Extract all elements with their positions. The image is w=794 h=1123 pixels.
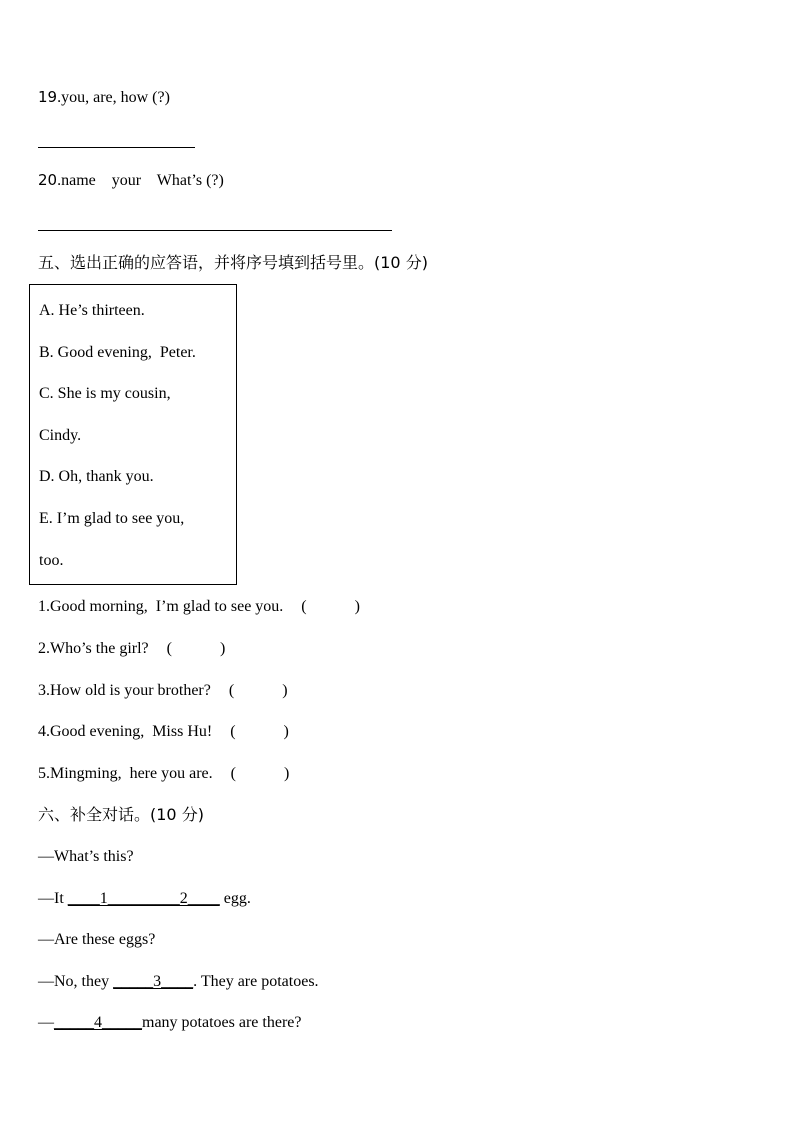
- answer-line-19: [38, 147, 195, 148]
- match-question-3: [38, 681, 288, 701]
- answer-parentheses[interactable]: ( ): [301, 598, 360, 615]
- question-19: [38, 87, 170, 108]
- section-5-title: 五、选出正确的应答语，并将序号填到括号里。(10 分): [38, 253, 428, 272]
- question-text: 1.Good morning, I’m glad to see you.: [38, 598, 284, 615]
- option-e: E. I’m glad to see you,: [39, 510, 185, 527]
- options-box: [29, 284, 237, 585]
- option-c: C. She is my cousin,: [39, 385, 171, 402]
- question-text: 2.Who’s the girl?: [38, 640, 149, 657]
- question-text: .name your What’s (?): [57, 172, 224, 189]
- answer-parentheses[interactable]: ( ): [230, 723, 289, 740]
- dialogue-line-2: [38, 889, 251, 909]
- dialogue-line-1: —What’s this?: [38, 848, 134, 865]
- question-text: 5.Mingming, here you are.: [38, 765, 213, 782]
- match-question-4: [38, 722, 289, 742]
- dialogue-line-4: [38, 972, 319, 992]
- answer-line-20: [38, 230, 392, 231]
- dialogue-prefix: —: [38, 1014, 54, 1031]
- blank-3[interactable]: _____3____: [113, 973, 194, 990]
- dialogue-line-5: [38, 1013, 301, 1033]
- dialogue-suffix: . They are potatoes.: [193, 973, 319, 990]
- question-number: 19: [38, 88, 58, 106]
- match-question-2: [38, 639, 225, 659]
- dialogue-line-3: —Are these eggs?: [38, 931, 156, 948]
- option-c-cont: Cindy.: [39, 427, 82, 444]
- dialogue-prefix: —No, they: [38, 973, 114, 990]
- dialogue-suffix: many potatoes are there?: [142, 1014, 302, 1031]
- blank-1-2[interactable]: ____1_________2____: [67, 890, 220, 907]
- dialogue-prefix: —It: [38, 890, 68, 907]
- option-b: B. Good evening, Peter.: [39, 344, 196, 361]
- option-e-cont: too.: [39, 552, 64, 569]
- dialogue-suffix: egg.: [219, 890, 251, 907]
- answer-parentheses[interactable]: ( ): [228, 682, 288, 699]
- option-d: D. Oh, thank you.: [39, 468, 154, 485]
- match-question-5: [38, 764, 289, 784]
- question-number: 20: [38, 171, 58, 189]
- answer-parentheses[interactable]: ( ): [166, 640, 226, 657]
- question-text: 4.Good evening, Miss Hu!: [38, 723, 213, 740]
- question-text: .you, are, how (?): [57, 89, 170, 106]
- section-6-title: 六、补全对话。(10 分): [38, 805, 204, 824]
- match-question-1: [38, 597, 360, 617]
- question-text: 3.How old is your brother?: [38, 682, 211, 699]
- blank-4[interactable]: _____4_____: [54, 1014, 142, 1031]
- option-a: A. He’s thirteen.: [39, 302, 145, 319]
- answer-parentheses[interactable]: ( ): [230, 765, 290, 782]
- question-20: [38, 170, 224, 191]
